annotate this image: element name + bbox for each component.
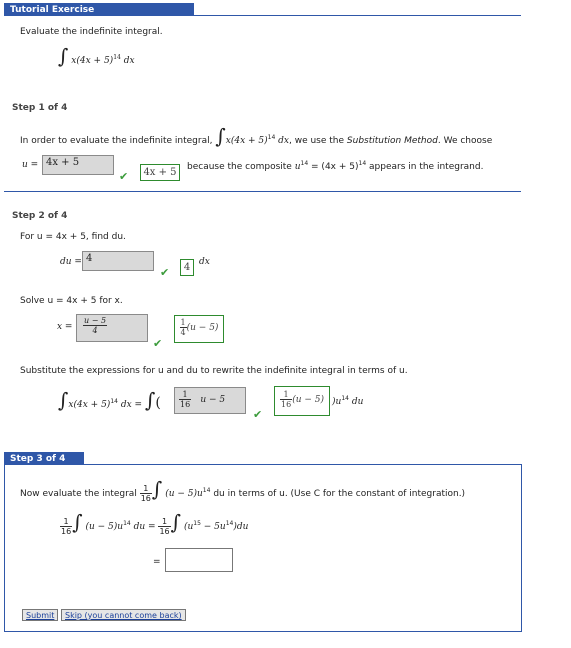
x-correct-answer: $\frac{1}{4}$ (u − 5) xyxy=(174,315,224,343)
submit-button[interactable]: Submit xyxy=(22,609,58,621)
integral-sign: ∫ xyxy=(72,510,83,534)
step2-substitute: Substitute the expressions for u and du to rewrite the indefinite integral in terms of u. xyxy=(20,366,408,376)
integral-sign: ∫ xyxy=(58,388,69,412)
integral-sign: ∫ xyxy=(215,124,226,148)
exercise-prompt: Evaluate the indefinite integral. xyxy=(20,27,163,37)
u-correct-answer: 4x + 5 xyxy=(140,164,180,181)
x-input[interactable]: $\frac{u - 5}{4}$ xyxy=(76,314,148,342)
du-input[interactable]: 4 xyxy=(82,251,154,271)
subst-correct-answer: $\frac{1}{16}$ (u − 5) xyxy=(274,386,330,416)
step3-now: Now evaluate the integral $\frac{1}{16}$ ∫ $(u - 5)u^{14}$ du in terms of u. (Use C for the constant of integration.) xyxy=(20,477,466,503)
step2-find: For u = 4x + 5, find du. xyxy=(20,232,126,242)
subst-input[interactable]: $\frac{1}{16}$ u − 5 xyxy=(174,387,246,414)
du-correct-answer: 4 xyxy=(180,259,194,276)
u-input[interactable]: 4x + 5 xyxy=(42,155,114,175)
step1-label: Step 1 of 4 xyxy=(12,103,68,113)
integral-sign: ∫ xyxy=(58,44,69,68)
step1-text: In order to evaluate the indefinite integral, $\int x(4x + 5)^{14}$ dx, we use the Substitution Method. We choose xyxy=(20,124,493,148)
du-dx: dx xyxy=(199,257,210,267)
u-label: u = xyxy=(22,160,39,170)
exercise-integral: ∫ $x(4x + 5)^{14}$ dx xyxy=(58,44,135,68)
integral-sign: ∫ xyxy=(151,477,163,501)
skip-button[interactable]: Skip (you cannot come back) xyxy=(61,609,186,621)
du-label: du = xyxy=(60,257,82,267)
checkmark-icon: ✔ xyxy=(153,337,163,350)
x-label: x = xyxy=(57,322,73,332)
step3-equals: = xyxy=(153,557,161,567)
step3-header: Step 3 of 4 xyxy=(4,452,84,465)
checkmark-icon: ✔ xyxy=(119,170,129,183)
checkmark-icon: ✔ xyxy=(160,266,170,279)
checkmark-icon: ✔ xyxy=(253,408,263,421)
integral-sign: ∫ xyxy=(170,510,182,534)
header-rule xyxy=(4,15,521,16)
integral-sign: ∫ xyxy=(144,388,156,412)
step1-because: because the composite $u^{14} = (4x + 5)^{14}$ appears in the integrand. xyxy=(187,160,484,172)
step1-rule xyxy=(4,191,521,192)
step2-label: Step 2 of 4 xyxy=(12,211,68,221)
subst-lhs: $\int x(4x + 5)^{14}$ dx = ∫( xyxy=(58,388,161,412)
subst-tail: )$u^{14}$ du xyxy=(332,395,364,407)
tutorial-title: Tutorial Exercise xyxy=(10,5,95,15)
step3-line2: $\frac{1}{16}$ ∫ $(u - 5)u^{14}$ du = $\frac{1}{16}$ ∫ $(u^{15} - 5u^{14})du$ xyxy=(61,510,249,536)
step2-solve: Solve u = 4x + 5 for x. xyxy=(20,296,123,306)
final-answer-input[interactable] xyxy=(165,548,233,572)
